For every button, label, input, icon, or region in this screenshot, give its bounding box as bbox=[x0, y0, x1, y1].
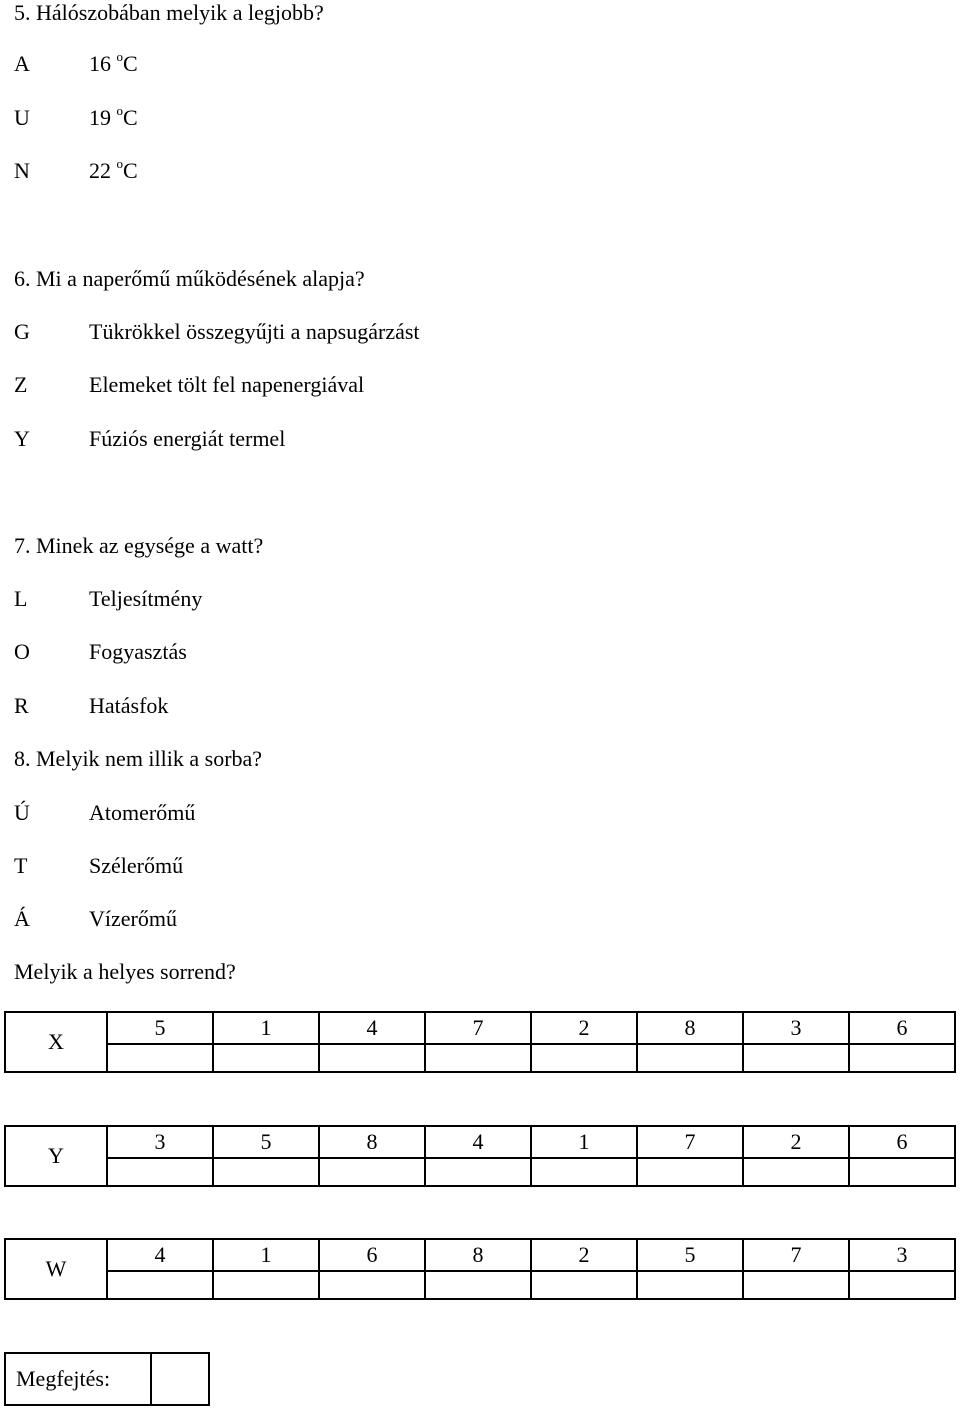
sequence-number: 3 bbox=[849, 1239, 955, 1271]
answer-cell[interactable] bbox=[213, 1044, 319, 1072]
sequence-number: 5 bbox=[107, 1012, 213, 1044]
sequence-number: 7 bbox=[425, 1012, 531, 1044]
sequence-number: 4 bbox=[425, 1126, 531, 1158]
answer-cell[interactable] bbox=[425, 1158, 531, 1186]
option-answer: 22 $^o$C bbox=[89, 156, 138, 183]
sequence-number: 8 bbox=[319, 1126, 425, 1158]
answer-cell[interactable] bbox=[107, 1044, 213, 1072]
option-answer: 16 $^o$C bbox=[89, 49, 138, 76]
option-letter: O bbox=[14, 639, 30, 664]
option-answer: Elemeket tölt fel napenergiával bbox=[89, 372, 365, 397]
option-answer: Hatásfok bbox=[89, 693, 169, 718]
answer-cell[interactable] bbox=[849, 1044, 955, 1072]
sequence-number: 2 bbox=[531, 1012, 637, 1044]
sequence-number: 4 bbox=[107, 1239, 213, 1271]
question-8-title: 8. Melyik nem illik a sorba? bbox=[14, 746, 263, 771]
order-question: Melyik a helyes sorrend? bbox=[14, 959, 236, 984]
option-letter: Z bbox=[14, 372, 28, 397]
answer-cell[interactable] bbox=[319, 1158, 425, 1186]
option-letter: Á bbox=[14, 906, 30, 931]
sequence-number: 4 bbox=[319, 1012, 425, 1044]
sequence-label: W bbox=[5, 1239, 107, 1299]
option-answer: Szélerőmű bbox=[89, 853, 184, 878]
question-5-title: 5. Hálószobában melyik a legjobb? bbox=[14, 0, 324, 25]
answer-cell[interactable] bbox=[319, 1271, 425, 1299]
solution-answer-box[interactable] bbox=[151, 1353, 209, 1405]
sequence-table-w bbox=[4, 1238, 956, 1300]
option-answer: Atomerőmű bbox=[89, 800, 196, 825]
answer-cell[interactable] bbox=[107, 1271, 213, 1299]
answer-cell[interactable] bbox=[531, 1271, 637, 1299]
sequence-number: 7 bbox=[637, 1126, 743, 1158]
sequence-label: X bbox=[5, 1012, 107, 1072]
option-answer: Fogyasztás bbox=[89, 639, 187, 664]
answer-cell[interactable] bbox=[637, 1271, 743, 1299]
option-letter: R bbox=[14, 693, 29, 718]
sequence-number: 5 bbox=[637, 1239, 743, 1271]
option-answer: Tükrökkel összegyűjti a napsugárzást bbox=[89, 319, 420, 344]
sequence-number: 2 bbox=[531, 1239, 637, 1271]
sequence-label: Y bbox=[5, 1126, 107, 1186]
option-letter: Y bbox=[14, 426, 30, 451]
sequence-number: 5 bbox=[213, 1126, 319, 1158]
sequence-number: 8 bbox=[637, 1012, 743, 1044]
solution-label: Megfejtés: bbox=[5, 1353, 151, 1405]
sequence-number: 3 bbox=[107, 1126, 213, 1158]
answer-cell[interactable] bbox=[637, 1044, 743, 1072]
question-7-title: 7. Minek az egysége a watt? bbox=[14, 533, 264, 558]
answer-cell[interactable] bbox=[531, 1044, 637, 1072]
answer-cell[interactable] bbox=[849, 1158, 955, 1186]
answer-cell[interactable] bbox=[425, 1271, 531, 1299]
answer-cell[interactable] bbox=[107, 1158, 213, 1186]
sequence-number: 6 bbox=[849, 1126, 955, 1158]
answer-cell[interactable] bbox=[849, 1271, 955, 1299]
option-answer: Teljesítmény bbox=[89, 586, 203, 611]
sequence-number: 1 bbox=[213, 1012, 319, 1044]
sequence-number: 2 bbox=[743, 1126, 849, 1158]
answer-cell[interactable] bbox=[743, 1044, 849, 1072]
answer-cell[interactable] bbox=[743, 1271, 849, 1299]
solution-table bbox=[4, 1352, 210, 1406]
option-letter: T bbox=[14, 853, 28, 878]
sequence-number: 3 bbox=[743, 1012, 849, 1044]
option-letter: N bbox=[14, 158, 30, 183]
sequence-number: 6 bbox=[319, 1239, 425, 1271]
option-letter: G bbox=[14, 319, 30, 344]
sequence-number: 7 bbox=[743, 1239, 849, 1271]
answer-cell[interactable] bbox=[743, 1158, 849, 1186]
answer-cell[interactable] bbox=[531, 1158, 637, 1186]
answer-cell[interactable] bbox=[319, 1044, 425, 1072]
answer-cell[interactable] bbox=[213, 1158, 319, 1186]
option-answer: 19 $^o$C bbox=[89, 103, 138, 130]
answer-cell[interactable] bbox=[213, 1271, 319, 1299]
option-answer: Fúziós energiát termel bbox=[89, 426, 286, 451]
sequence-number: 1 bbox=[531, 1126, 637, 1158]
option-letter: Ú bbox=[14, 800, 30, 825]
answer-cell[interactable] bbox=[637, 1158, 743, 1186]
option-letter: U bbox=[14, 105, 30, 130]
option-letter: L bbox=[14, 586, 28, 611]
option-answer: Vízerőmű bbox=[89, 906, 177, 931]
sequence-number: 1 bbox=[213, 1239, 319, 1271]
question-6-title: 6. Mi a naperőmű működésének alapja? bbox=[14, 266, 365, 291]
sequence-table-x bbox=[4, 1011, 956, 1073]
sequence-number: 8 bbox=[425, 1239, 531, 1271]
sequence-table-y bbox=[4, 1125, 956, 1187]
answer-cell[interactable] bbox=[425, 1044, 531, 1072]
option-letter: A bbox=[14, 51, 30, 76]
sequence-number: 6 bbox=[849, 1012, 955, 1044]
